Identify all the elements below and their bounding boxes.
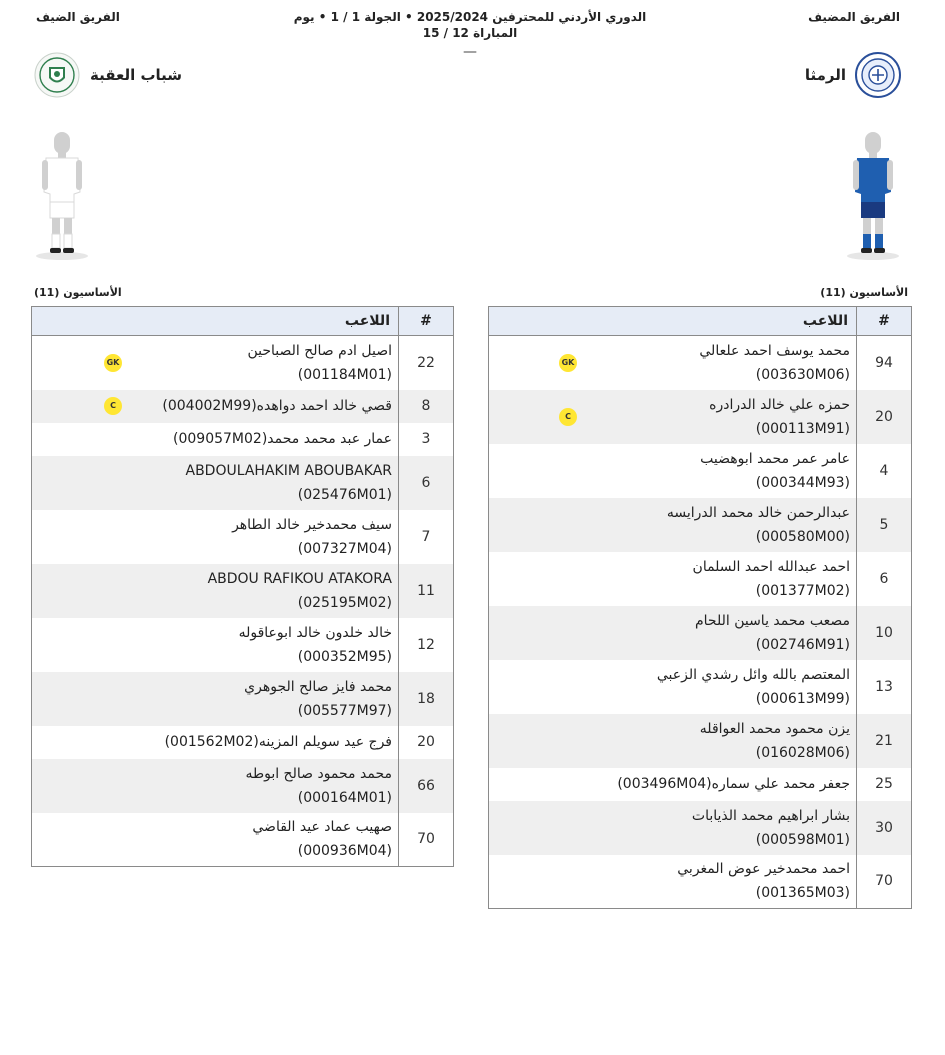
player-number: 70 (857, 855, 912, 909)
player-id: (003630M06) (755, 366, 850, 383)
table-row (489, 390, 912, 444)
player-cell (489, 714, 857, 768)
player-id: (025476M01) (297, 486, 392, 503)
player-cell (32, 618, 399, 672)
table-row (489, 714, 912, 768)
player-cell (32, 672, 399, 726)
table-row (489, 606, 912, 660)
player-number: 4 (857, 444, 912, 498)
player-name: عمار عبد محمد محمد (267, 431, 392, 447)
player-cell (32, 726, 399, 759)
table-row (32, 510, 454, 564)
player-cell (489, 336, 857, 390)
player-id: (000344M93) (755, 474, 850, 491)
player-id: (000580M00) (755, 528, 850, 545)
player-id: (000936M04) (297, 843, 392, 860)
goalkeeper-badge: GK (559, 354, 577, 372)
table-row (32, 456, 454, 510)
player-cell (32, 813, 399, 867)
player-id: (000598M01) (755, 831, 850, 848)
player-name: فرج عيد سويلم المزينه (258, 734, 392, 750)
player-name: صهيب عماد عيد القاضي (252, 819, 392, 836)
player-name: اصيل ادم صالح الصباحين (247, 342, 392, 359)
table-row (489, 444, 912, 498)
player-cell (32, 423, 399, 456)
guest-team-label: الفريق الضيف (36, 10, 120, 24)
player-name: محمد محمود صالح ابوطه (245, 765, 392, 782)
table-row (32, 423, 454, 456)
player-number: 21 (857, 714, 912, 768)
player-line (32, 427, 392, 451)
player-name: ABDOU RAFIKOU ATAKORA (207, 570, 392, 587)
player-number: 66 (399, 759, 454, 813)
player-name: عامر عمر محمد ابوهضيب (700, 450, 850, 467)
player-number: 10 (857, 606, 912, 660)
player-id: (004002M99) (162, 398, 257, 414)
player-name: عبدالرحمن خالد محمد الدرايسه (666, 504, 850, 521)
player-id: (016028M06) (755, 744, 850, 761)
player-cell (489, 390, 857, 444)
home-col-player: اللاعب (489, 307, 857, 336)
captain-badge: C (559, 408, 577, 426)
player-id: (009057M02) (173, 431, 268, 447)
player-name: بشار ابراهيم محمد الذيابات (691, 807, 850, 824)
player-number: 12 (399, 618, 454, 672)
player-cell (32, 336, 399, 390)
table-row (489, 552, 912, 606)
player-number: 94 (857, 336, 912, 390)
player-name: مصعب محمد ياسين اللحام (694, 612, 850, 629)
player-cell (32, 456, 399, 510)
player-number: 18 (399, 672, 454, 726)
player-id: (000352M95) (297, 648, 392, 665)
player-id: (000164M01) (297, 789, 392, 806)
table-row (489, 855, 912, 909)
player-name: قصي خالد احمد دواهده (256, 398, 392, 414)
table-row (32, 759, 454, 813)
player-number: 20 (857, 390, 912, 444)
home-team-logo (855, 52, 901, 102)
player-cell (489, 660, 857, 714)
player-number: 25 (857, 768, 912, 801)
player-name: جعفر محمد علي سماره (711, 776, 850, 792)
player-cell (32, 510, 399, 564)
player-id: (001377M02) (755, 582, 850, 599)
player-name: حمزه علي خالد الدرادره (709, 396, 850, 413)
player-cell (32, 759, 399, 813)
goalkeeper-badge: GK (104, 354, 122, 372)
player-id: (025195M02) (297, 594, 392, 611)
player-name: احمد عبدالله احمد السلمان (692, 558, 850, 575)
player-line (489, 772, 850, 796)
player-number: 13 (857, 660, 912, 714)
player-number: 30 (857, 801, 912, 855)
player-id: (003496M04) (617, 776, 712, 792)
player-number: 6 (399, 456, 454, 510)
player-id: (000613M99) (755, 690, 850, 707)
captain-badge: C (104, 397, 122, 415)
table-row (489, 660, 912, 714)
home-lineup-label: الأساسيون (11) (820, 286, 908, 299)
player-name: المعتصم بالله وائل رشدي الزعبي (656, 666, 850, 683)
away-team-logo (34, 52, 80, 102)
table-row (32, 726, 454, 759)
player-cell (489, 498, 857, 552)
player-cell (489, 801, 857, 855)
table-row (32, 618, 454, 672)
competition-title: الدوري الأردني للمحترفين 2025/2024 • الجولة 1 / 1 • يوم (293, 10, 647, 24)
player-number: 70 (399, 813, 454, 867)
player-cell (32, 564, 399, 618)
player-name: خالد خلدون خالد ابوعاقوله (238, 624, 392, 641)
home-col-num: # (857, 307, 912, 336)
match-number: المباراة 12 / 15 (422, 26, 518, 40)
player-id: (002746M91) (755, 636, 850, 653)
player-cell (489, 855, 857, 909)
table-row (32, 564, 454, 618)
player-number: 8 (399, 390, 454, 423)
player-id: (001562M02) (164, 734, 259, 750)
player-number: 6 (857, 552, 912, 606)
table-row (489, 336, 912, 390)
home-team-name: الرمثا (804, 66, 846, 84)
table-row (32, 672, 454, 726)
player-number: 7 (399, 510, 454, 564)
player-id: (001365M03) (755, 885, 850, 902)
table-row (489, 768, 912, 801)
table-row (489, 498, 912, 552)
player-id: (000113M91) (755, 420, 850, 437)
player-id: (001184M01) (297, 366, 392, 383)
table-row (32, 336, 454, 390)
player-id: (007327M04) (297, 540, 392, 557)
table-row (32, 813, 454, 867)
away-lineup-label: الأساسيون (11) (34, 286, 122, 299)
host-team-label: الفريق المضيف (808, 10, 900, 24)
player-line (32, 394, 392, 418)
player-line (32, 730, 392, 754)
player-name: محمد فايز صالح الجوهري (244, 678, 392, 695)
player-name: يزن محمود محمد العواقله (699, 720, 850, 737)
away-col-num: # (399, 307, 454, 336)
player-cell (489, 606, 857, 660)
player-number: 20 (399, 726, 454, 759)
away-team-name: شباب العقبة (90, 66, 183, 84)
player-name: محمد يوسف احمد علعالي (699, 342, 850, 359)
player-id: (005577M97) (297, 702, 392, 719)
player-name: احمد محمدخير عوض المغربي (677, 861, 850, 878)
away-roster-table (31, 306, 454, 867)
player-number: 22 (399, 336, 454, 390)
home-kit-figure (845, 130, 901, 266)
away-col-player: اللاعب (32, 307, 399, 336)
player-cell (489, 552, 857, 606)
player-number: 5 (857, 498, 912, 552)
table-row (32, 390, 454, 423)
player-name: ABDOULAHAKIM ABOUBAKAR (185, 462, 392, 479)
player-cell (489, 444, 857, 498)
header-separator: — (463, 44, 477, 60)
table-row (489, 801, 912, 855)
player-number: 3 (399, 423, 454, 456)
player-number: 11 (399, 564, 454, 618)
home-roster-table (488, 306, 912, 909)
away-kit-figure (34, 130, 90, 266)
player-name: سيف محمدخير خالد الطاهر (232, 516, 392, 533)
player-cell (32, 390, 399, 423)
player-cell (489, 768, 857, 801)
